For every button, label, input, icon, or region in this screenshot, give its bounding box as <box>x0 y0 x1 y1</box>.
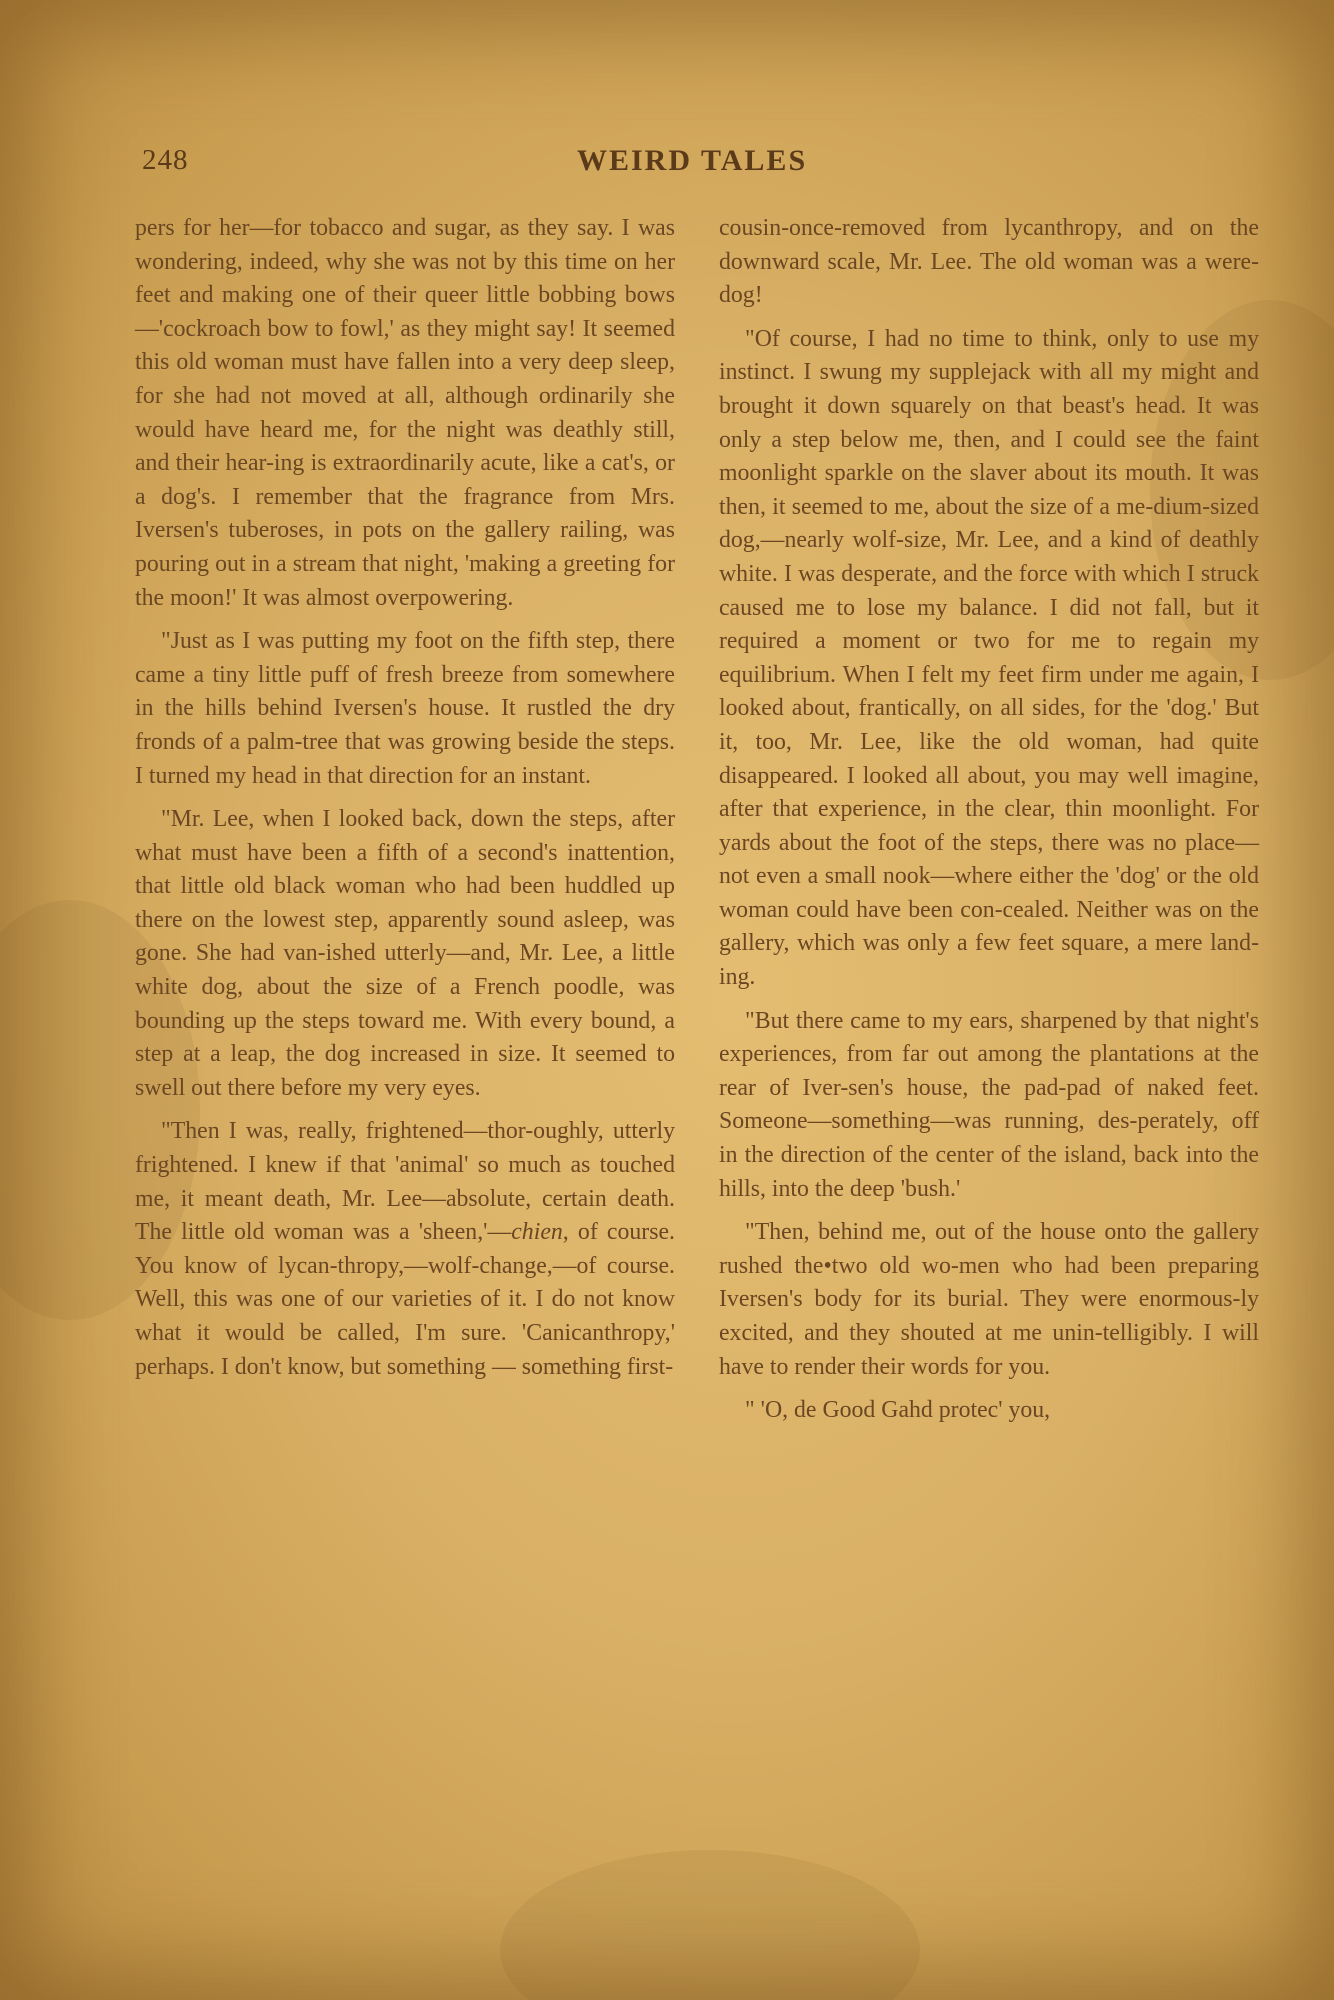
left-column <box>135 212 675 1394</box>
paragraph: cousin-once-removed from lycanthropy, and on the downward scale, Mr. Lee. The old woman was a were-dog! <box>719 215 1259 309</box>
paper-stain <box>500 1850 920 2000</box>
paragraph: "Then, behind me, out of the house onto the gallery rushed the•two old wo-men who had been preparing Iversen's body for its burial. They were enormous-ly excited, and they shouted at me unin-telligibly. I will have to render their words for you. <box>719 1219 1259 1380</box>
right-column <box>719 212 1259 1438</box>
paragraph-text: , of course. You know of lycan-thropy,—wolf-change,—of course. Well, this was one of our varieties of it. I do not know what it would be called, I'm sure. 'Canicanthropy,' perhaps. I don't know, but something — something first- <box>135 1219 675 1380</box>
page-number: 248 <box>142 144 189 176</box>
running-title: WEIRD TALES <box>577 144 808 177</box>
paragraph: "But there came to my ears, sharpened by that night's experiences, from far out among the plantations at the rear of Iver-sen's house, the pad-pad of naked feet. Someone—something—was running, des-perately, off in the direction of the center of the island, back into the hills, into the deep 'bush.' <box>719 1007 1259 1202</box>
paragraph: "Mr. Lee, when I looked back, down the steps, after what must have been a fifth of a second's inattention, that little old black woman who had been huddled up there on the lowest step, apparently sound asleep, was gone. She had van-ished utterly—and, Mr. Lee, a little white dog, about the size of a French poodle, was bounding up the steps toward me. With every bound, a step at a leap, the dog increased in size. It seemed to swell out there before my very eyes. <box>135 806 675 1101</box>
paragraph <box>135 1115 675 1384</box>
paragraph: "Just as I was putting my foot on the fifth step, there came a tiny little puff of fresh breeze from somewhere in the hills behind Iversen's house. It rustled the dry fronds of a palm-tree that was growing beside the steps. I turned my head in that direction for an instant. <box>135 628 675 789</box>
paragraph-text: "Then I was, really, frightened—thor-oughly, utterly frightened. I knew if that 'animal' so much as touched me, it meant death, Mr. Lee—absolute, certain death. The little old woman was a 'sheen,'— <box>135 1118 675 1246</box>
italic-word: chien <box>511 1219 563 1246</box>
paragraph: pers for her—for tobacco and sugar, as they say. I was wondering, indeed, why she was not by this time on her feet and making one of their queer little bobbing bows—'cockroach bow to fowl,' as they might say! It seemed this old woman must have fallen into a very deep sleep, for she had not moved at all, although ordinarily she would have heard me, for the night was deathly still, and their hear-ing is extraordinarily acute, like a cat's, or a dog's. I remember that the fragrance from Mrs. Iversen's tuberoses, in pots on the gallery railing, was pouring out in a stream that night, 'making a greeting for the moon!' It was almost overpowering. <box>135 215 675 611</box>
page-header <box>142 136 1242 186</box>
paragraph: " 'O, de Good Gahd protec' you, <box>745 1397 1051 1424</box>
paragraph: "Of course, I had no time to think, only to use my instinct. I swung my supplejack with all my might and brought it down squarely on that beast's head. It was only a step below me, then, and I could see the faint moonlight sparkle on the slaver about its mouth. It was then, it seemed to me, about the size of a me-dium-sized dog,—nearly wolf-size, Mr. Lee, and a kind of deathly white. I was desperate, and the force with which I struck caused me to lose my balance. I did not fall, but it required a moment or two for me to regain my equilibrium. When I felt my feet firm under me again, I looked about, frantically, on all sides, for the 'dog.' But it, too, Mr. Lee, like the old woman, had quite disappeared. I looked all about, you may well imagine, after that experience, in the clear, thin moonlight. For yards about the foot of the steps, there was no place—not even a small nook—where either the 'dog' or the old woman could have been con-cealed. Neither was on the gallery, which was only a few feet square, a mere land-ing. <box>719 325 1259 991</box>
